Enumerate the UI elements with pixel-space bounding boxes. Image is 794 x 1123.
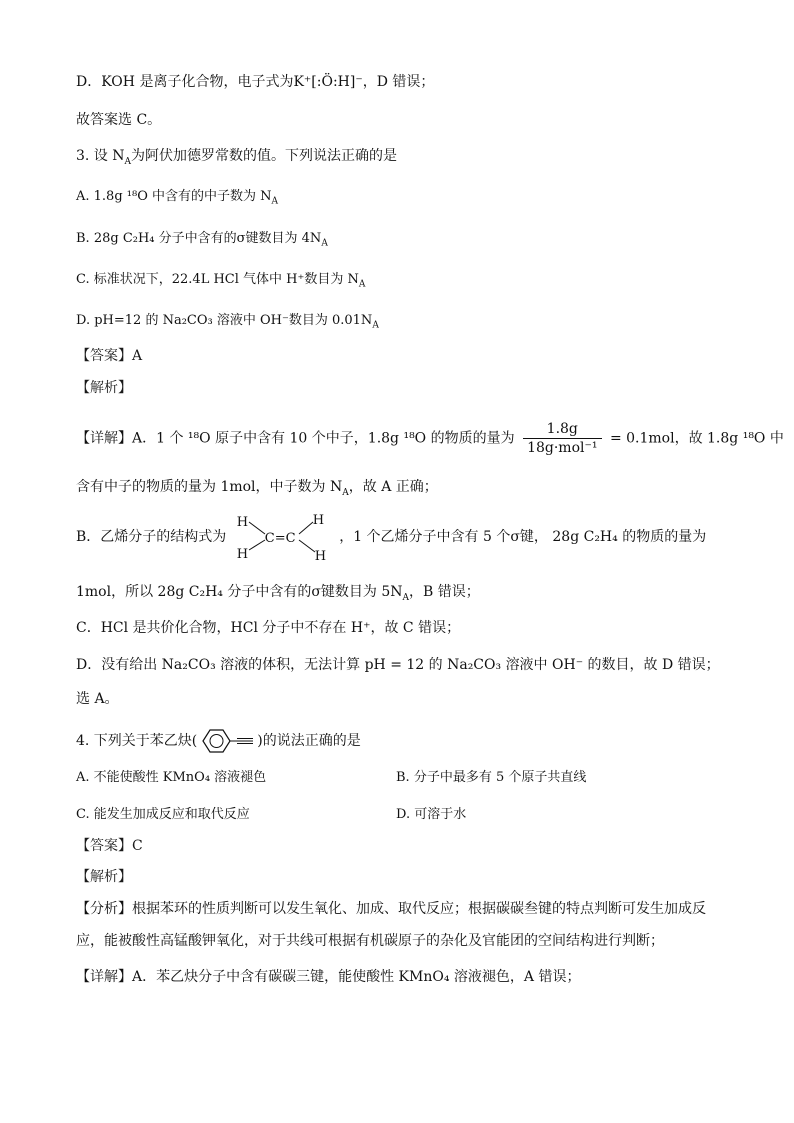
- analysis-label-4: 【解析】: [76, 869, 132, 885]
- line-answer-c: 故答案选 C。: [76, 112, 162, 128]
- line-d-koh: [76, 72, 434, 92]
- detail-3a-cont: 含有中子的物质的量为 1mol，中子数为 $N_A$，故 A 正确；: [76, 479, 438, 498]
- carbon-double-bond: C=C: [264, 531, 296, 546]
- text: 为阿伏加德罗常数的值。下列说法正确的是: [131, 148, 398, 164]
- analysis-label-3: 【解析】: [76, 380, 132, 396]
- atom-h: H: [312, 513, 325, 528]
- atom-h: H: [314, 549, 327, 564]
- text: D．KOH 是离子化合物，电子式为: [76, 74, 294, 90]
- detail-3b: B．乙烯分子的结构式为 H H C=C H H ，1 个乙烯分子中含有 5 个σ键， 28g C₂H₄ 的物质的量为: [76, 512, 706, 562]
- analysis-4-line2: 应，能被酸性高锰酸钾氧化，对于共线可根据有机碳原子的杂化及官能团的空间结构进行判断；: [76, 933, 664, 949]
- answer-label-4: 【答案】C: [76, 838, 143, 854]
- detail-4a: 【详解】A．苯乙炔分子中含有碳碳三键，能使酸性 KMnO₄ 溶液褪色，A 错误；: [76, 969, 581, 985]
- option-4b: B. 分子中最多有 5 个原子共直线: [396, 770, 587, 785]
- question-3-stem: [76, 146, 397, 166]
- question-4-stem: 4. 下列关于苯乙炔( )的说法正确的是: [76, 727, 361, 755]
- fraction: $\frac{1.8g}{\text{18g·mol⁻¹}}$: [523, 420, 601, 457]
- option-3d: D. pH=12 的 Na₂CO₃ 溶液中 OH⁻数目为 $0.01N_A$: [76, 313, 379, 331]
- option-3c: C. 标准状况下，22.4L HCl 气体中 H⁺数目为 $N_A$: [76, 272, 366, 290]
- option-4d: D. 可溶于水: [396, 807, 467, 822]
- na-symbol: $N_A$: [112, 148, 132, 167]
- atom-h: H: [236, 515, 249, 530]
- analysis-4-line1: 【分析】根据苯环的性质判断可以发生氧化、加成、取代反应；根据碳碳叁键的特点判断可发生加成反: [76, 901, 706, 917]
- option-4a: A. 不能使酸性 KMnO₄ 溶液褪色: [76, 770, 267, 785]
- detail-3a: 【详解】A．1 个 ¹⁸O 原子中含有 10 个中子，1.8g ¹⁸O 的物质的量为 $\frac{1.8g}{\text{18g·mol⁻¹}}$ = 0.1mol，故 1.8g ¹⁸O 中: [76, 421, 784, 456]
- ethylene-structure: [235, 512, 331, 562]
- detail-3-select: 选 A。: [76, 691, 119, 707]
- detail-3d: D．没有给出 Na₂CO₃ 溶液的体积，无法计算 pH = 12 的 Na₂CO₃ 溶液中 OH⁻ 的数目，故 D 错误；: [76, 657, 720, 673]
- detail-3b-cont: 1mol，所以 28g C₂H₄ 分子中含有的σ键数目为 $5N_A$，B 错误；: [76, 584, 480, 603]
- text: ，D 错误；: [362, 74, 435, 90]
- option-4c: C. 能发生加成反应和取代反应: [76, 807, 250, 822]
- electron-formula: K⁺[:Ö:H]⁻: [293, 74, 363, 90]
- answer-label-3: 【答案】A: [76, 348, 143, 364]
- atom-h: H: [236, 547, 249, 562]
- text: 3. 设: [76, 148, 108, 164]
- option-3b: B. 28g C₂H₄ 分子中含有的σ键数目为 $4N_A$: [76, 231, 328, 249]
- detail-3c: C．HCl 是共价化合物，HCl 分子中不存在 H⁺，故 C 错误；: [76, 620, 461, 636]
- phenylacetylene-structure-icon: [197, 727, 257, 755]
- option-3a: A. 1.8g ¹⁸O 中含有的中子数为 $N_A$: [76, 189, 279, 207]
